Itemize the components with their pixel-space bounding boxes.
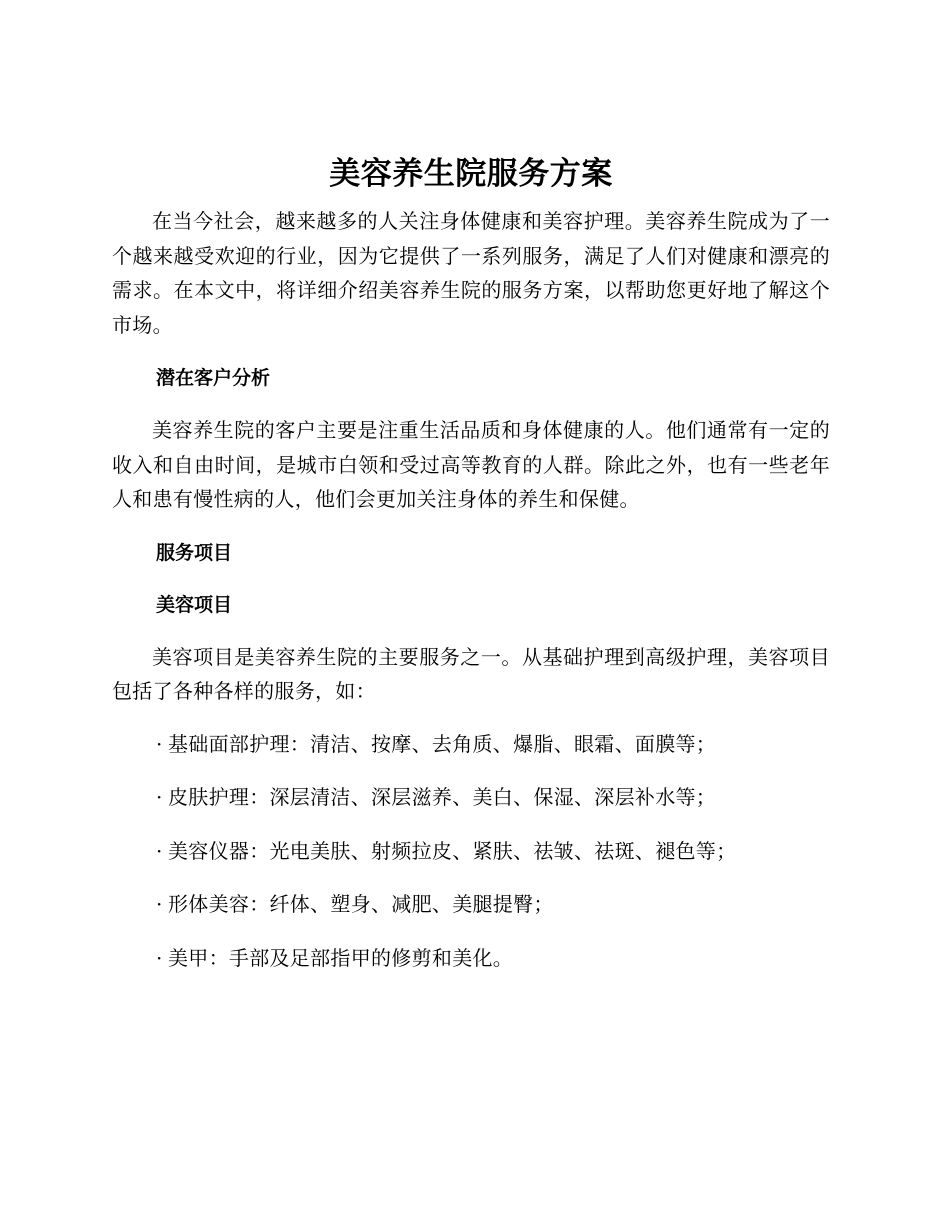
list-item	[112, 941, 830, 976]
section-heading-customers: 潜在客户分析	[156, 367, 271, 389]
list-item	[112, 887, 830, 922]
intro-paragraph: 在当今社会，越来越多的人关注身体健康和美容护理。美容养生院成为了一个越来越受欢迎的行业，因为它提供了一系列服务，满足了人们对健康和漂亮的需求。在本文中，将详细介绍美容养生院的服务方案，以帮助您更好地了解这个市场。	[112, 209, 830, 337]
list-item	[112, 834, 830, 869]
list-item-text: 美甲：手部及足部指甲的修剪和美化。	[168, 945, 514, 970]
bullet-marker: ·	[156, 785, 163, 809]
list-item-text: 皮肤护理：深层清洁、深层滋养、美白、保湿、深层补水等；	[168, 785, 717, 809]
section-heading-beauty: 美容项目	[156, 593, 233, 616]
list-item-text: 形体美容：纤体、塑身、减肥、美腿提臀；	[168, 892, 554, 916]
document-title: 美容养生院服务方案	[329, 156, 613, 192]
bullet-marker: ·	[156, 945, 163, 970]
list-item	[112, 727, 830, 762]
bullet-marker: ·	[156, 731, 163, 756]
bullet-marker: ·	[156, 838, 163, 863]
list-item-text: 基础面部护理：清洁、按摩、去角质、爆脂、眼霜、面膜等；	[168, 731, 717, 756]
beauty-paragraph: 美容项目是美容养生院的主要服务之一。从基础护理到高级护理，美容项目包括了各种各样的服务，如：	[112, 644, 830, 703]
customers-paragraph: 美容养生院的客户主要是注重生活品质和身体健康的人。他们通常有一定的收入和自由时间，是城市白领和受过高等教育的人群。除此之外，也有一些老年人和患有慢性病的人，他们会更加关注身体的养生和保健。	[112, 418, 830, 511]
list-item	[112, 780, 830, 815]
section-heading-services: 服务项目	[156, 541, 233, 564]
document-content	[112, 148, 830, 975]
bullet-marker: ·	[156, 892, 163, 916]
list-item-text: 美容仪器：光电美肤、射频拉皮、紧肤、祛皱、祛斑、褪色等；	[168, 838, 737, 863]
